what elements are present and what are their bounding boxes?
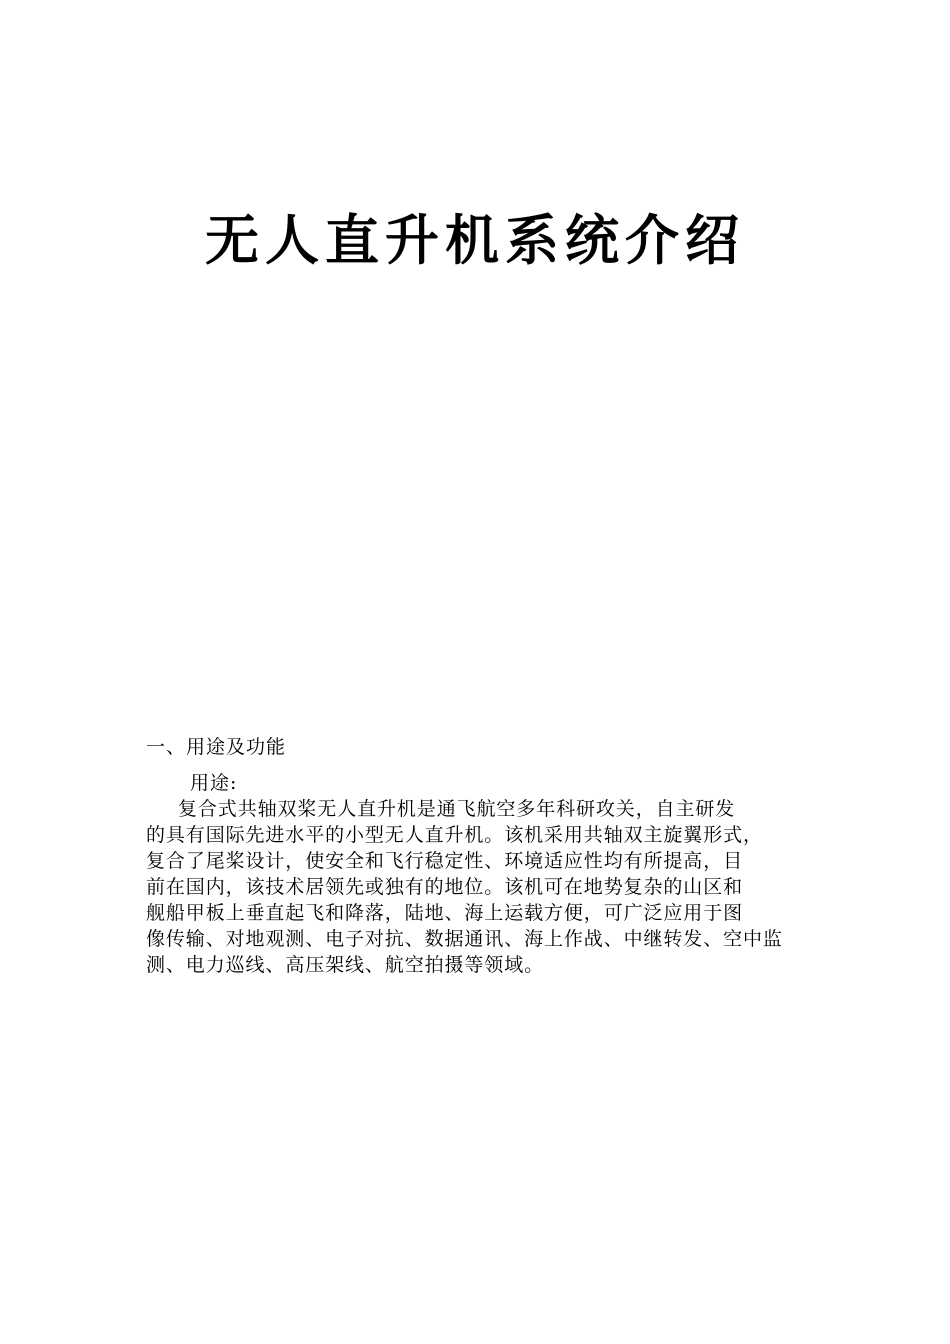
paragraph-line: 复合了尾桨设计，使安全和飞行稳定性、环境适应性均有所提高，目 <box>146 850 744 872</box>
body-paragraph <box>146 796 826 978</box>
sub-heading: 用途: <box>190 772 238 794</box>
paragraph-line: 像传输、对地观测、电子对抗、数据通讯、海上作战、中继转发、空中监 <box>146 928 783 950</box>
paragraph-line: 复合式共轴双桨无人直升机是通飞航空多年科研攻关，自主研发 <box>178 798 736 820</box>
section-heading: 一、用途及功能 <box>146 736 287 758</box>
paragraph-line: 前在国内，该技术居领先或独有的地位。该机可在地势复杂的山区和 <box>146 876 744 898</box>
paragraph-line: 舰船甲板上垂直起飞和降落，陆地、海上运载方便，可广泛应用于图 <box>146 902 744 924</box>
document-title: 无人直升机系统介绍 <box>205 208 745 272</box>
paragraph-line: 测、电力巡线、高压架线、航空拍摄等领域。 <box>146 954 545 976</box>
paragraph-line: 的具有国际先进水平的小型无人直升机。该机采用共轴双主旋翼形式， <box>146 824 763 846</box>
